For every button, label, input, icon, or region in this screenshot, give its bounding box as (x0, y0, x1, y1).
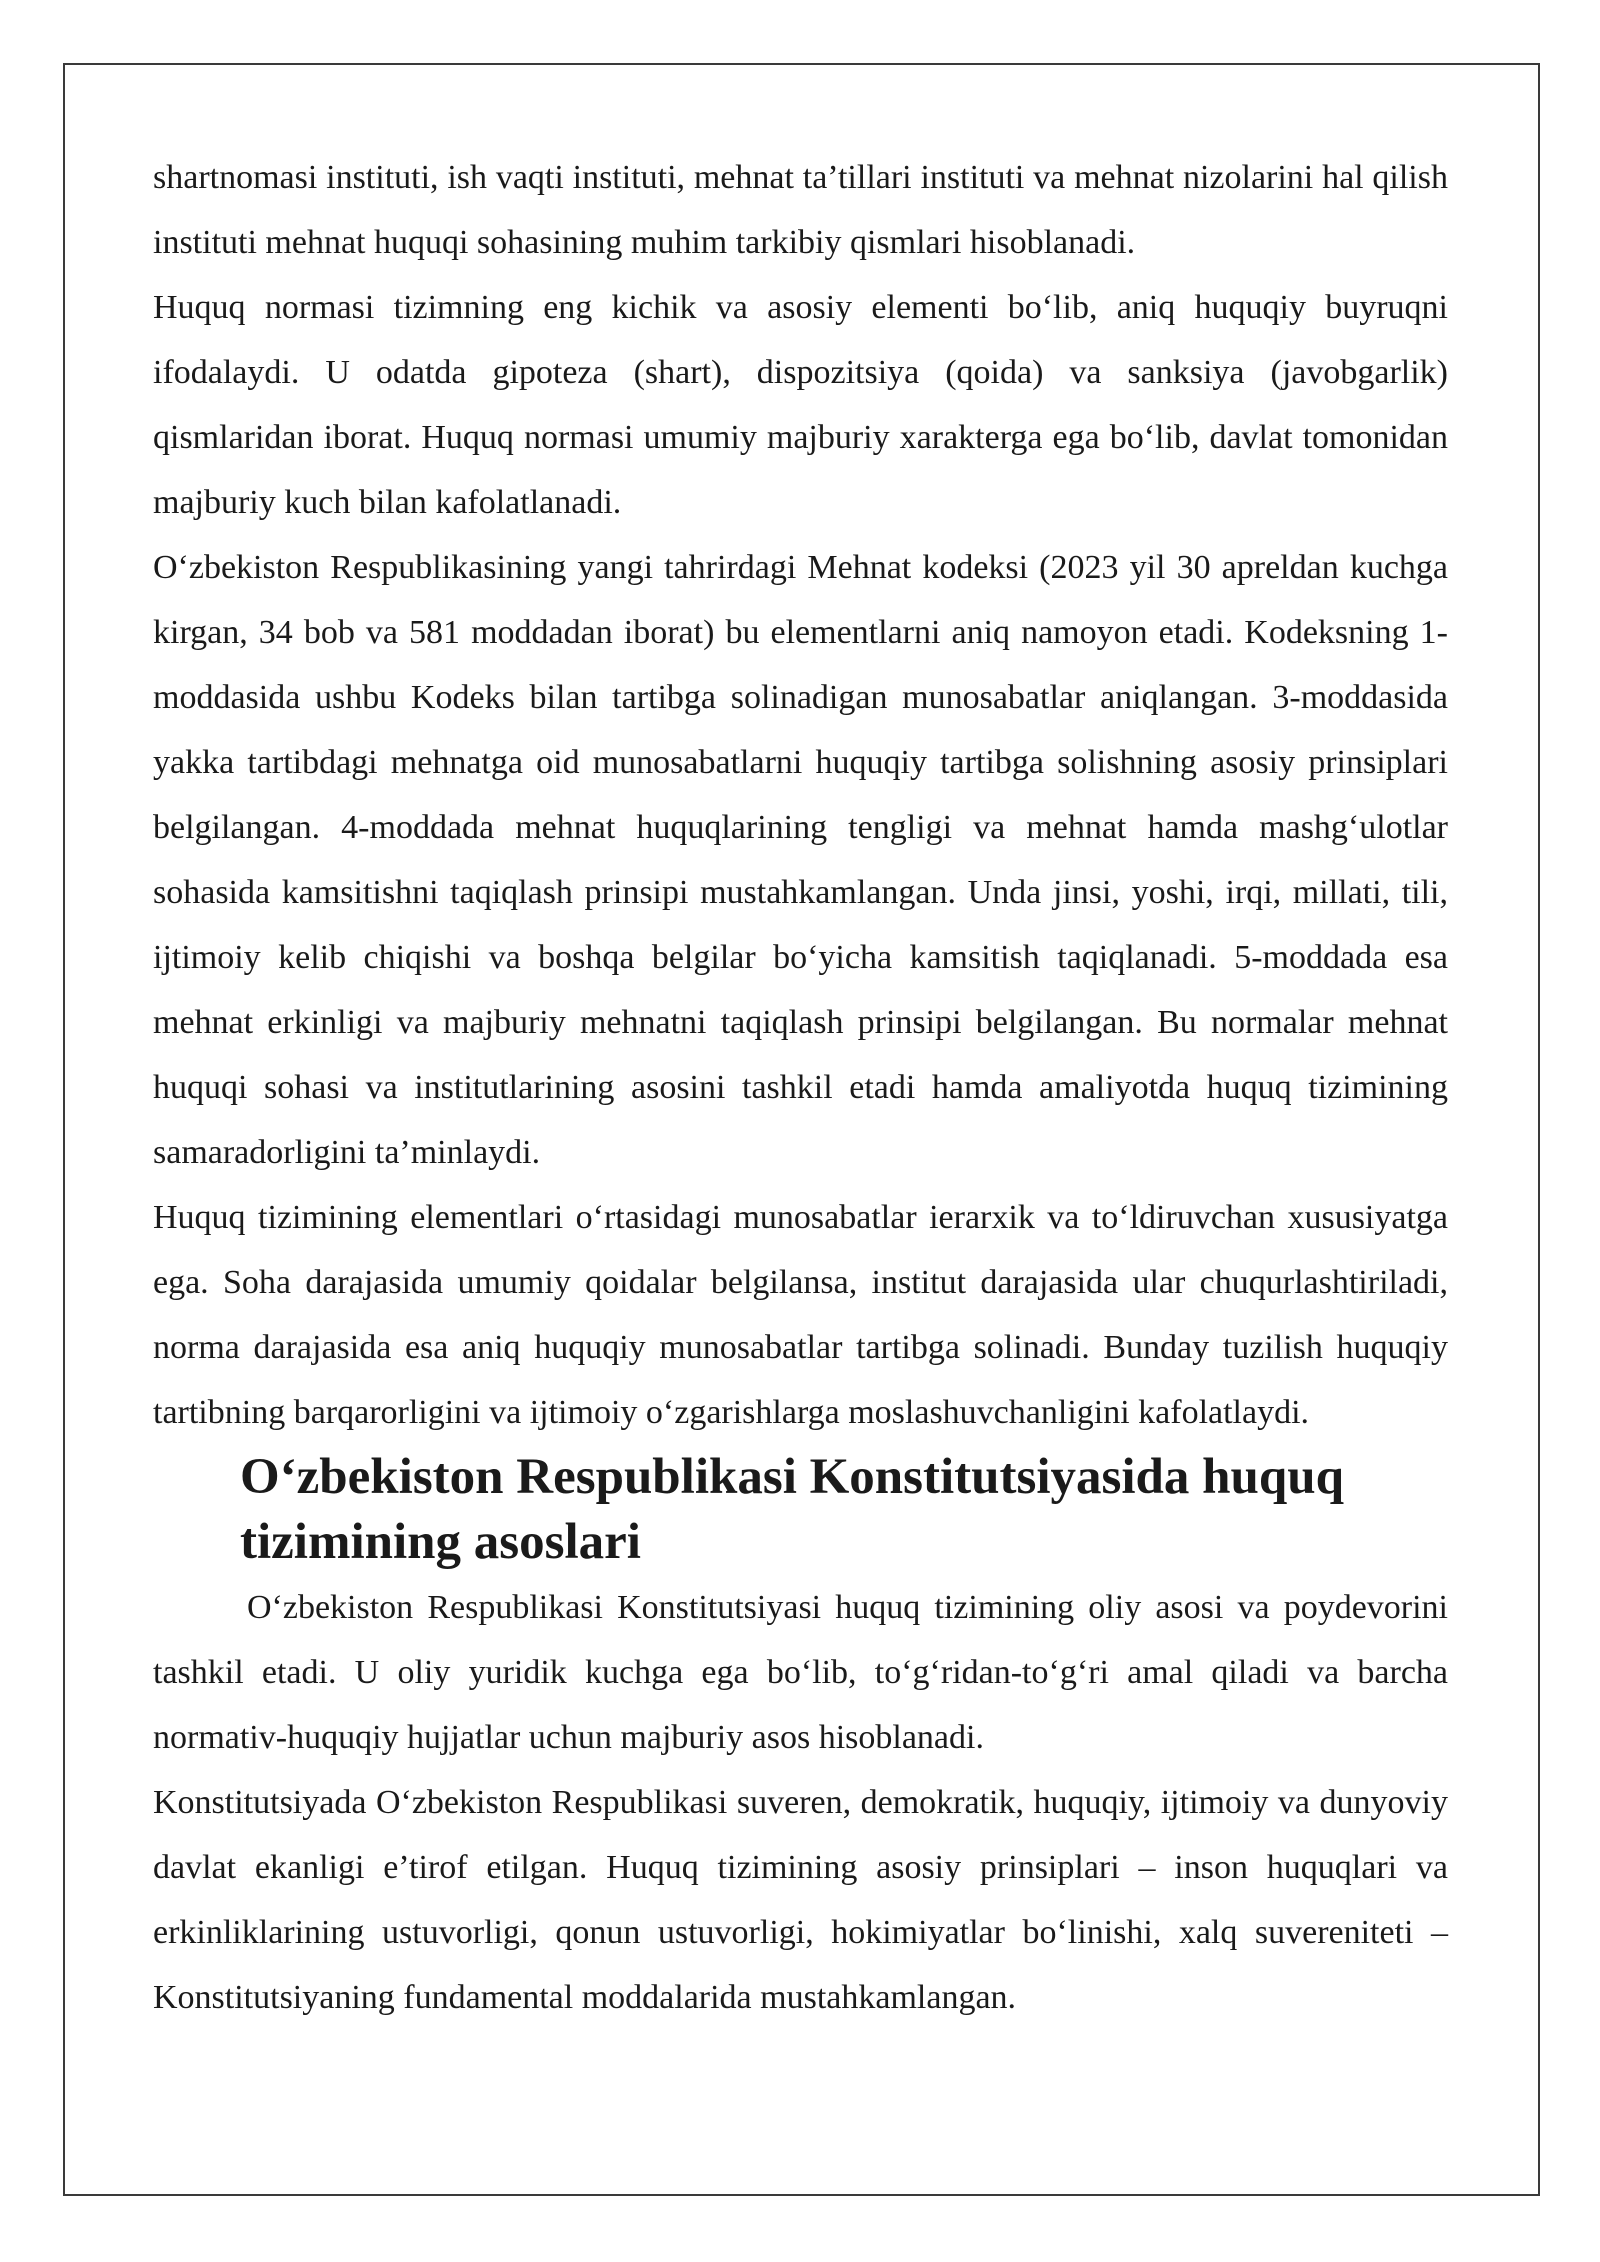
section-heading: O‘zbekiston Respublikasi Konstitutsiyasida huquq tizimining asoslari (240, 1449, 1344, 1570)
document-body (153, 145, 1448, 2030)
paragraph-legal-norm: Huquq normasi tizimning eng kichik va asosiy elementi bo‘lib, aniq huquqiy buyruqni ifodalaydi. U odatda gipoteza (shart), dispozitsiya (qoida) va sanksiya (javobgarlik) qismlaridan iborat. Huquq normasi umumiy majburiy xarakterga ega bo‘lib, davlat tomonidan majburiy kuch bilan kafolatlanadi. (153, 289, 1448, 521)
paragraph-constitution-principles: Konstitutsiyada O‘zbekiston Respublikasi suveren, demokratik, huquqiy, ijtimoiy va dunyoviy davlat ekanligi e’tirof etilgan. Huquq tizimining asosiy prinsiplari – inson huquqlari va erkinliklarining ustuvorligi, qonun ustuvorligi, hokimiyatlar bo‘linishi, xalq suvereniteti – Konstitutsiyaning fundamental moddalarida mustahkamlangan. (153, 1784, 1448, 2016)
paragraph-hierarchy: Huquq tizimining elementlari o‘rtasidagi munosabatlar ierarxik va to‘ldiruvchan xususiyatga ega. Soha darajasida umumiy qoidalar belgilansa, institut darajasida ular chuqurlashtiriladi, norma darajasida esa aniq huquqiy munosabatlar tartibga solinadi. Bunday tuzilish huquqiy tartibning barqarorligini va ijtimoiy o‘zgarishlarga moslashuvchanligini kafolatlaydi. (153, 1199, 1448, 1431)
paragraph-constitution-basis: O‘zbekiston Respublikasi Konstitutsiyasi huquq tizimining oliy asosi va poydevorini tashkil etadi. U oliy yuridik kuchga ega bo‘lib, to‘g‘ridan-to‘g‘ri amal qiladi va barcha normativ-huquqiy hujjatlar uchun majburiy asos hisoblanadi. (153, 1589, 1448, 1756)
paragraph-institutes: shartnomasi instituti, ish vaqti instituti, mehnat ta’tillari instituti va mehnat nizolarini hal qilish instituti mehnat huquqi sohasining muhim tarkibiy qismlari hisoblanadi. (153, 159, 1448, 261)
paragraph-labor-code: O‘zbekiston Respublikasining yangi tahrirdagi Mehnat kodeksi (2023 yil 30 apreldan kuchga kirgan, 34 bob va 581 moddadan iborat) bu elementlarni aniq namoyon etadi. Kodeksning 1-moddasida ushbu Kodeks bilan tartibga solinadigan munosabatlar aniqlangan. 3-moddasida yakka tartibdagi mehnatga oid munosabatlarni huquqiy tartibga solishning asosiy prinsiplari belgilangan. 4-moddada mehnat huquqlarining tengligi va mehnat hamda mashg‘ulotlar sohasida kamsitishni taqiqlash prinsipi mustahkamlangan. Unda jinsi, yoshi, irqi, millati, tili, ijtimoiy kelib chiqishi va boshqa belgilar bo‘yicha kamsitish taqiqlanadi. 5-moddada esa mehnat erkinligi va majburiy mehnatni taqiqlash prinsipi belgilangan. Bu normalar mehnat huquqi sohasi va institutlarining asosini tashkil etadi hamda amaliyotda huquq tizimining samaradorligini ta’minlaydi. (153, 549, 1448, 1171)
